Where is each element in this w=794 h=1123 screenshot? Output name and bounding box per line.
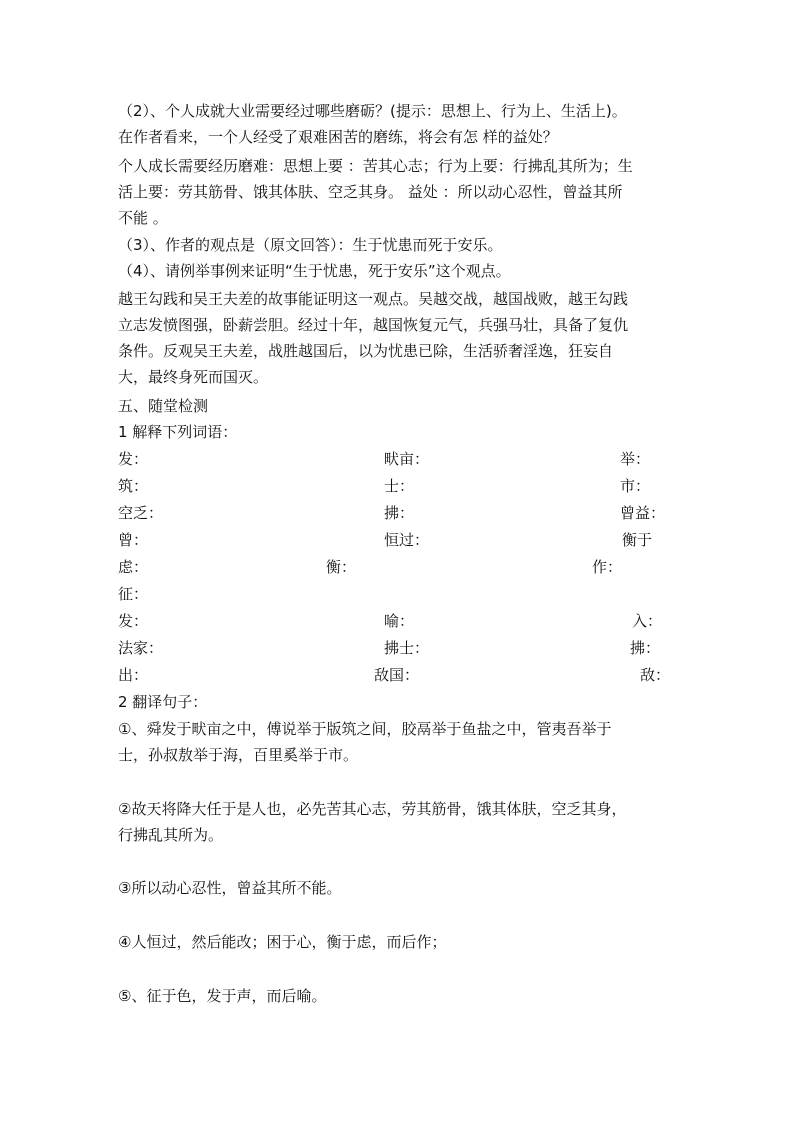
translate-sentence-5: ⑤、征于色，发于声，而后喻。 bbox=[118, 987, 327, 1005]
vocab-term: 法家： bbox=[118, 639, 164, 657]
vocab-term: 征： bbox=[118, 585, 149, 603]
vocab-term: 举： bbox=[620, 450, 651, 468]
q4-answer-line-1: 越王勾践和吴王夫差的故事能证明这一观点。吴越交战，越国战败，越王勾践 bbox=[118, 290, 629, 308]
q4-answer-line-3: 条件。反观吴王夫差，战胜越国后，以为忧患已除，生活骄奢淫逸，狂妄自 bbox=[118, 342, 614, 360]
vocab-term: 发： bbox=[118, 612, 149, 630]
q2-question: （2）、个人成就大业需要经过哪些磨砺？(提示：思想上、行为上、生活上)。 bbox=[118, 102, 627, 120]
q4-answer-line-4: 大，最终身死而国灭。 bbox=[118, 368, 269, 386]
vocab-term: 敌国： bbox=[374, 666, 420, 684]
vocab-term: 发： bbox=[118, 450, 149, 468]
section-title: 五、随堂检测 bbox=[118, 397, 209, 415]
vocab-term: 恒过： bbox=[384, 531, 430, 549]
translate-heading: 2 翻译句子： bbox=[118, 693, 208, 711]
vocab-term: 士： bbox=[384, 477, 415, 495]
q4-answer-line-2: 立志发愤图强，卧薪尝胆。经过十年，越国恢复元气，兵强马壮，具备了复仇 bbox=[118, 316, 629, 334]
translate-sentence-3: ③所以动心忍性，曾益其所不能。 bbox=[118, 879, 342, 897]
q2-question-benefit: 在作者看来，一个人经受了艰难困苦的磨练，将会有怎 样的益处？ bbox=[118, 128, 558, 146]
vocab-term: 出： bbox=[118, 666, 149, 684]
vocab-term: 喻： bbox=[384, 612, 415, 630]
vocab-heading: 1 解释下列词语： bbox=[118, 423, 238, 441]
vocab-term: 拂士： bbox=[384, 639, 430, 657]
vocab-term: 作： bbox=[592, 558, 623, 576]
vocab-term: 衡： bbox=[326, 558, 357, 576]
vocab-term: 拂： bbox=[630, 639, 661, 657]
translate-sentence-4: ④人恒过，然后能改；困于心，衡于虑，而后作； bbox=[118, 933, 447, 951]
translate-sentence-1-line-2: 士，孙叔敖举于海，百里奚举于市。 bbox=[118, 746, 359, 764]
q4-question: （4）、请例举事例来证明“生于忧患，死于安乐”这个观点。 bbox=[118, 262, 511, 280]
vocab-term: 入： bbox=[632, 612, 663, 630]
vocab-term: 市： bbox=[620, 477, 651, 495]
vocab-term: 空乏： bbox=[118, 504, 164, 522]
translate-sentence-2-line-2: 行拂乱其所为。 bbox=[118, 826, 224, 844]
q2-answer-line-1: 个人成长需要经历磨难：思想上要 ：苦其心志；行为上要：行拂乱其所为；生 bbox=[118, 157, 633, 175]
translate-sentence-2-line-1: ②故天将降大任于是人也，必先苦其心志，劳其筋骨，饿其体肤，空乏其身， bbox=[118, 800, 627, 818]
q3-answer: （3）、作者的观点是（原文回答）：生于忧患而死于安乐。 bbox=[118, 236, 503, 254]
vocab-term: 筑： bbox=[118, 477, 149, 495]
vocab-term: 曾益： bbox=[620, 504, 666, 522]
translate-sentence-1-line-1: ①、舜发于畎亩之中，傅说举于版筑之间，胶鬲举于鱼盐之中，管夷吾举于 bbox=[118, 720, 612, 738]
q2-answer-line-2: 活上要：劳其筋骨、饿其体肤、空乏其身。 益处 ：所以动心忍性，曾益其所 bbox=[118, 183, 623, 201]
vocab-term: 衡于 bbox=[622, 531, 653, 549]
vocab-term: 拂： bbox=[384, 504, 415, 522]
vocab-term: 畎亩： bbox=[384, 450, 430, 468]
vocab-term: 敌： bbox=[640, 666, 671, 684]
vocab-term: 虑： bbox=[118, 558, 149, 576]
vocab-term: 曾： bbox=[118, 531, 149, 549]
q2-answer-line-3: 不能 。 bbox=[118, 209, 168, 227]
